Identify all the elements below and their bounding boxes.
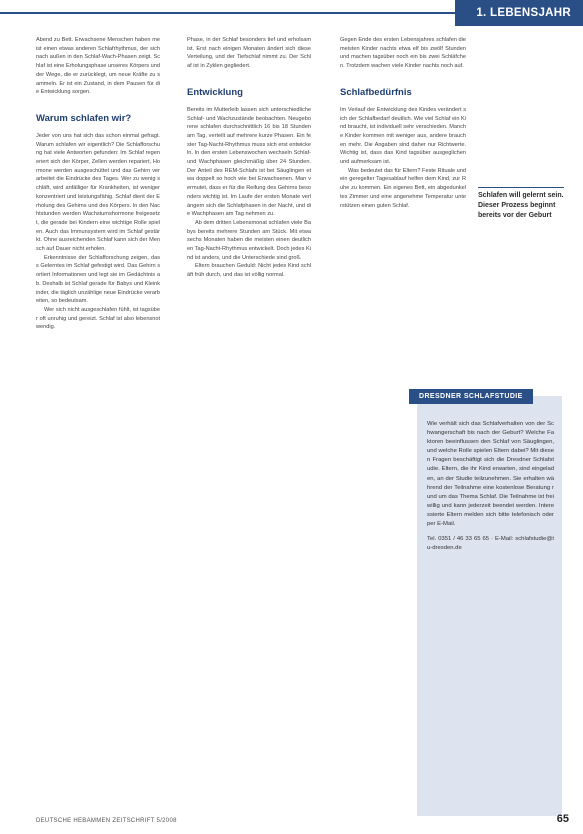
page-number: 65 bbox=[556, 813, 569, 825]
text-column-2 bbox=[187, 36, 311, 280]
paragraph: Bereits im Mutterleib lassen sich unterschiedliche Schlaf- und Wachzustände beobachten. Neugeborene schlafen durchschnittlich 16 bis 18 Stunden am Tag, verteilt auf mehrere kurze Phasen. Ein fester Tag-Nacht-Rhythmus muss sich erst entwickeln. In den ersten Lebenswochen wechseln Schlaf- und Wachphasen gleichmäßig über 24 Stunden. Der Anteil des REM-Schlafs ist bei Säuglingen etwa doppelt so hoch wie bei Erwachsenen. Man vermutet, dass er für die Reifung des Gehirns besonders wichtig ist. Im Laufe der ersten Monate verlängern sich die Schlafphasen in der Nacht, und die Wachphasen am Tag nehmen zu. bbox=[187, 106, 311, 218]
paragraph: Was bedeutet das für Eltern? Feste Rituale und ein geregelter Tagesablauf helfen dem Kind, zur Ruhe zu kommen. Ein eigenes Bett, ein abgedunkeltes Zimmer und eine angenehme Temperatur unterstützen einen guten Schlaf. bbox=[340, 167, 466, 209]
text-column-1 bbox=[36, 36, 160, 332]
paragraph: Eltern brauchen Geduld: Nicht jedes Kind schläft früh durch, und das ist völlig normal. bbox=[187, 263, 311, 279]
page-header bbox=[0, 0, 583, 26]
header-rule bbox=[0, 12, 455, 14]
page-footer bbox=[0, 812, 583, 834]
section-heading: Schlafbedürfnis bbox=[340, 86, 412, 98]
paragraph: Ab dem dritten Lebensmonat schlafen viele Babys bereits mehrere Stunden am Stück. Mit etwa sechs Monaten haben die meisten einen deutlichen Tag-Nacht-Rhythmus entwickelt. Doch jedes Kind ist anders, und die Unterschiede sind groß. bbox=[187, 219, 311, 261]
pull-quote: Schlafen will gelernt sein. Dieser Prozess beginnt bereits vor der Geburt bbox=[478, 187, 564, 221]
section-heading: Entwicklung bbox=[187, 86, 243, 98]
info-box bbox=[417, 393, 562, 816]
journal-name: DEUTSCHE HEBAMMEN ZEITSCHRIFT 5/2008 bbox=[36, 818, 177, 824]
section-label: 1. LEBENSJAHR bbox=[455, 0, 583, 26]
paragraph: Jeder von uns hat sich das schon einmal gefragt. Warum schlafen wir eigentlich? Die Schlafforschung hat viele Antworten gefunden: Im Schlaf regeneriert sich der Körper, Zellen werden repariert, Hormone werden ausgeschüttet und das Gehirn verarbeitet die Eindrücke des Tages. Wer zu wenig schläft, wird anfälliger für Krankheiten, ist weniger konzentriert und leistungsfähig. Schlaf dient der Erholung des Gehirns und des Körpers. In den Nachtstunden werden Wachstumshormone freigesetzt, die gerade bei Kindern eine wichtige Rolle spielen. Auch das Immunsystem wird im Schlaf gestärkt. Ohne ausreichenden Schlaf kann sich der Mensch auf Dauer nicht erholen. bbox=[36, 132, 160, 253]
paragraph: Phase, in der Schlaf besonders tief und erholsam ist. Erst nach einigen Monaten ändert sich diese Verteilung, und der Tiefschlaf nimmt zu. Der Schlaf ist in Zyklen gegliedert. bbox=[187, 37, 311, 70]
info-box-title: DRESDNER SCHLAFSTUDIE bbox=[409, 389, 533, 404]
info-box-body: Wie verhält sich das Schlafverhalten von der Schwangerschaft bis nach der Geburt? Welche Faktoren beeinflussen den Schlaf von Säuglingen, und welche Rolle spielen Eltern dabei? Mit diesen Fragen beschäftigt sich die Dresdner Schlafstudie. Eltern, die ihr Kind erwarten, sind eingeladen, an der Studie teilzunehmen. Sie erhalten während der Teilnahme eine kostenlose Beratung rund um das Thema Schlaf. Die Teilnahme ist freiwillig und kann jederzeit beendet werden. Interessierte Eltern melden sich bitte telefonisch oder per E-Mail. bbox=[427, 421, 554, 528]
paragraph: Abend zu Bett. Erwachsene Menschen haben meist einen etwas anderen Schlafrhythmus, der sich nach außen in den Schlaf-Wach-Phasen zeigt. Schlaf ist eine Erholungsphase unseres Körpers und der Wege, die er zurücklegt, um neue Kräfte zu sammeln. Er ist ein Zustand, in dem Pausen für die Entwicklung sorgen. bbox=[36, 37, 160, 96]
section-heading: Warum schlafen wir? bbox=[36, 112, 132, 124]
text-column-3 bbox=[340, 36, 466, 210]
paragraph: Wer sich nicht ausgeschlafen fühlt, ist tagsüber oft unruhig und gereizt. Schlaf ist also lebensnotwendig. bbox=[36, 306, 160, 331]
info-box-contact: Tel. 0351 / 46 33 65 65 · E-Mail: schlafstudie@tu-dresden.de bbox=[427, 536, 554, 552]
paragraph: Im Verlauf der Entwicklung des Kindes verändert sich der Schlafbedarf deutlich. Wie viel Schlaf ein Kind braucht, ist individuell sehr verschieden. Manche Kinder kommen mit weniger aus, andere brauchen mehr. Die Angaben sind daher nur Richtwerte. Wichtig ist, dass das Kind tagsüber ausgeglichen und aufmerksam ist. bbox=[340, 106, 466, 166]
paragraph: Erkenntnisse der Schlafforschung zeigen, dass Gelerntes im Schlaf gefestigt wird. Das Gehirn sortiert Informationen und legt sie im Gedächtnis ab. Deshalb ist Schlaf gerade für Babys und Kleinkinder, die täglich unzählige neue Eindrücke verarbeiten, so bedeutsam. bbox=[36, 254, 160, 305]
paragraph: Gegen Ende des ersten Lebensjahres schlafen die meisten Kinder nachts etwa elf bis zwölf Stunden und machen tagsüber noch ein bis zwei Schläfchen. Trotzdem wachen viele Kinder nachts noch auf. bbox=[340, 37, 466, 70]
